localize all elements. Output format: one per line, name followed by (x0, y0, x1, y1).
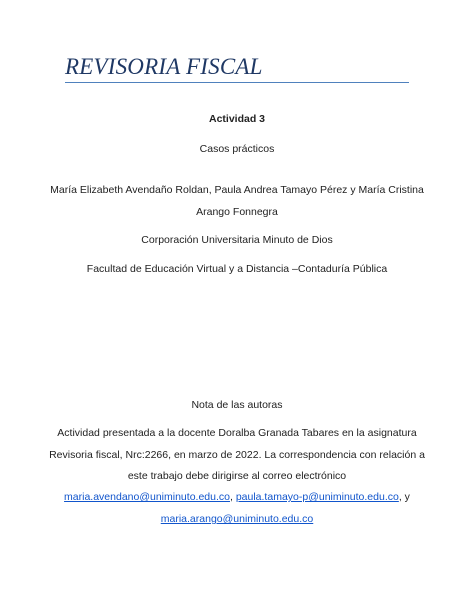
email-separator-2: , y (398, 491, 410, 503)
institution-line: Corporación Universitaria Minuto de Dios (141, 234, 333, 246)
email-separator-1: , (229, 491, 236, 503)
authors-line-2: Arango Fonnegra (196, 206, 278, 218)
faculty-line: Facultad de Educación Virtual y a Distancia –Contaduría Pública (86, 263, 388, 275)
authors-line-1: María Elizabeth Avendaño Roldan, Paula Andrea Tamayo Pérez y María Cristina (50, 184, 424, 196)
email-links-line (0, 490, 474, 504)
email-link-avendano[interactable]: maria.avendano@uniminuto.edu.co (64, 491, 230, 503)
activity-title: Actividad 3 (208, 113, 266, 125)
email-link-arango[interactable]: maria.arango@uniminuto.edu.co (160, 513, 314, 525)
author-note-line-2: Revisoria fiscal, Nrc:2266, en marzo de 2022. La correspondencia con relación a (49, 449, 425, 461)
email-links-line-2 (0, 512, 474, 526)
activity-subtitle: Casos prácticos (199, 143, 275, 155)
document-header-title: REVISORIA FISCAL (65, 54, 263, 79)
author-note-line-1: Actividad presentada a la docente Doralba Granada Tabares en la asignatura (57, 427, 417, 439)
title-underline-rule (65, 82, 409, 83)
author-note-line-3: este trabajo debe dirigirse al correo electrónico (127, 470, 347, 482)
email-link-tamayo[interactable]: paula.tamayo-p@uniminuto.edu.co (235, 491, 399, 503)
author-note-heading: Nota de las autoras (191, 399, 283, 411)
